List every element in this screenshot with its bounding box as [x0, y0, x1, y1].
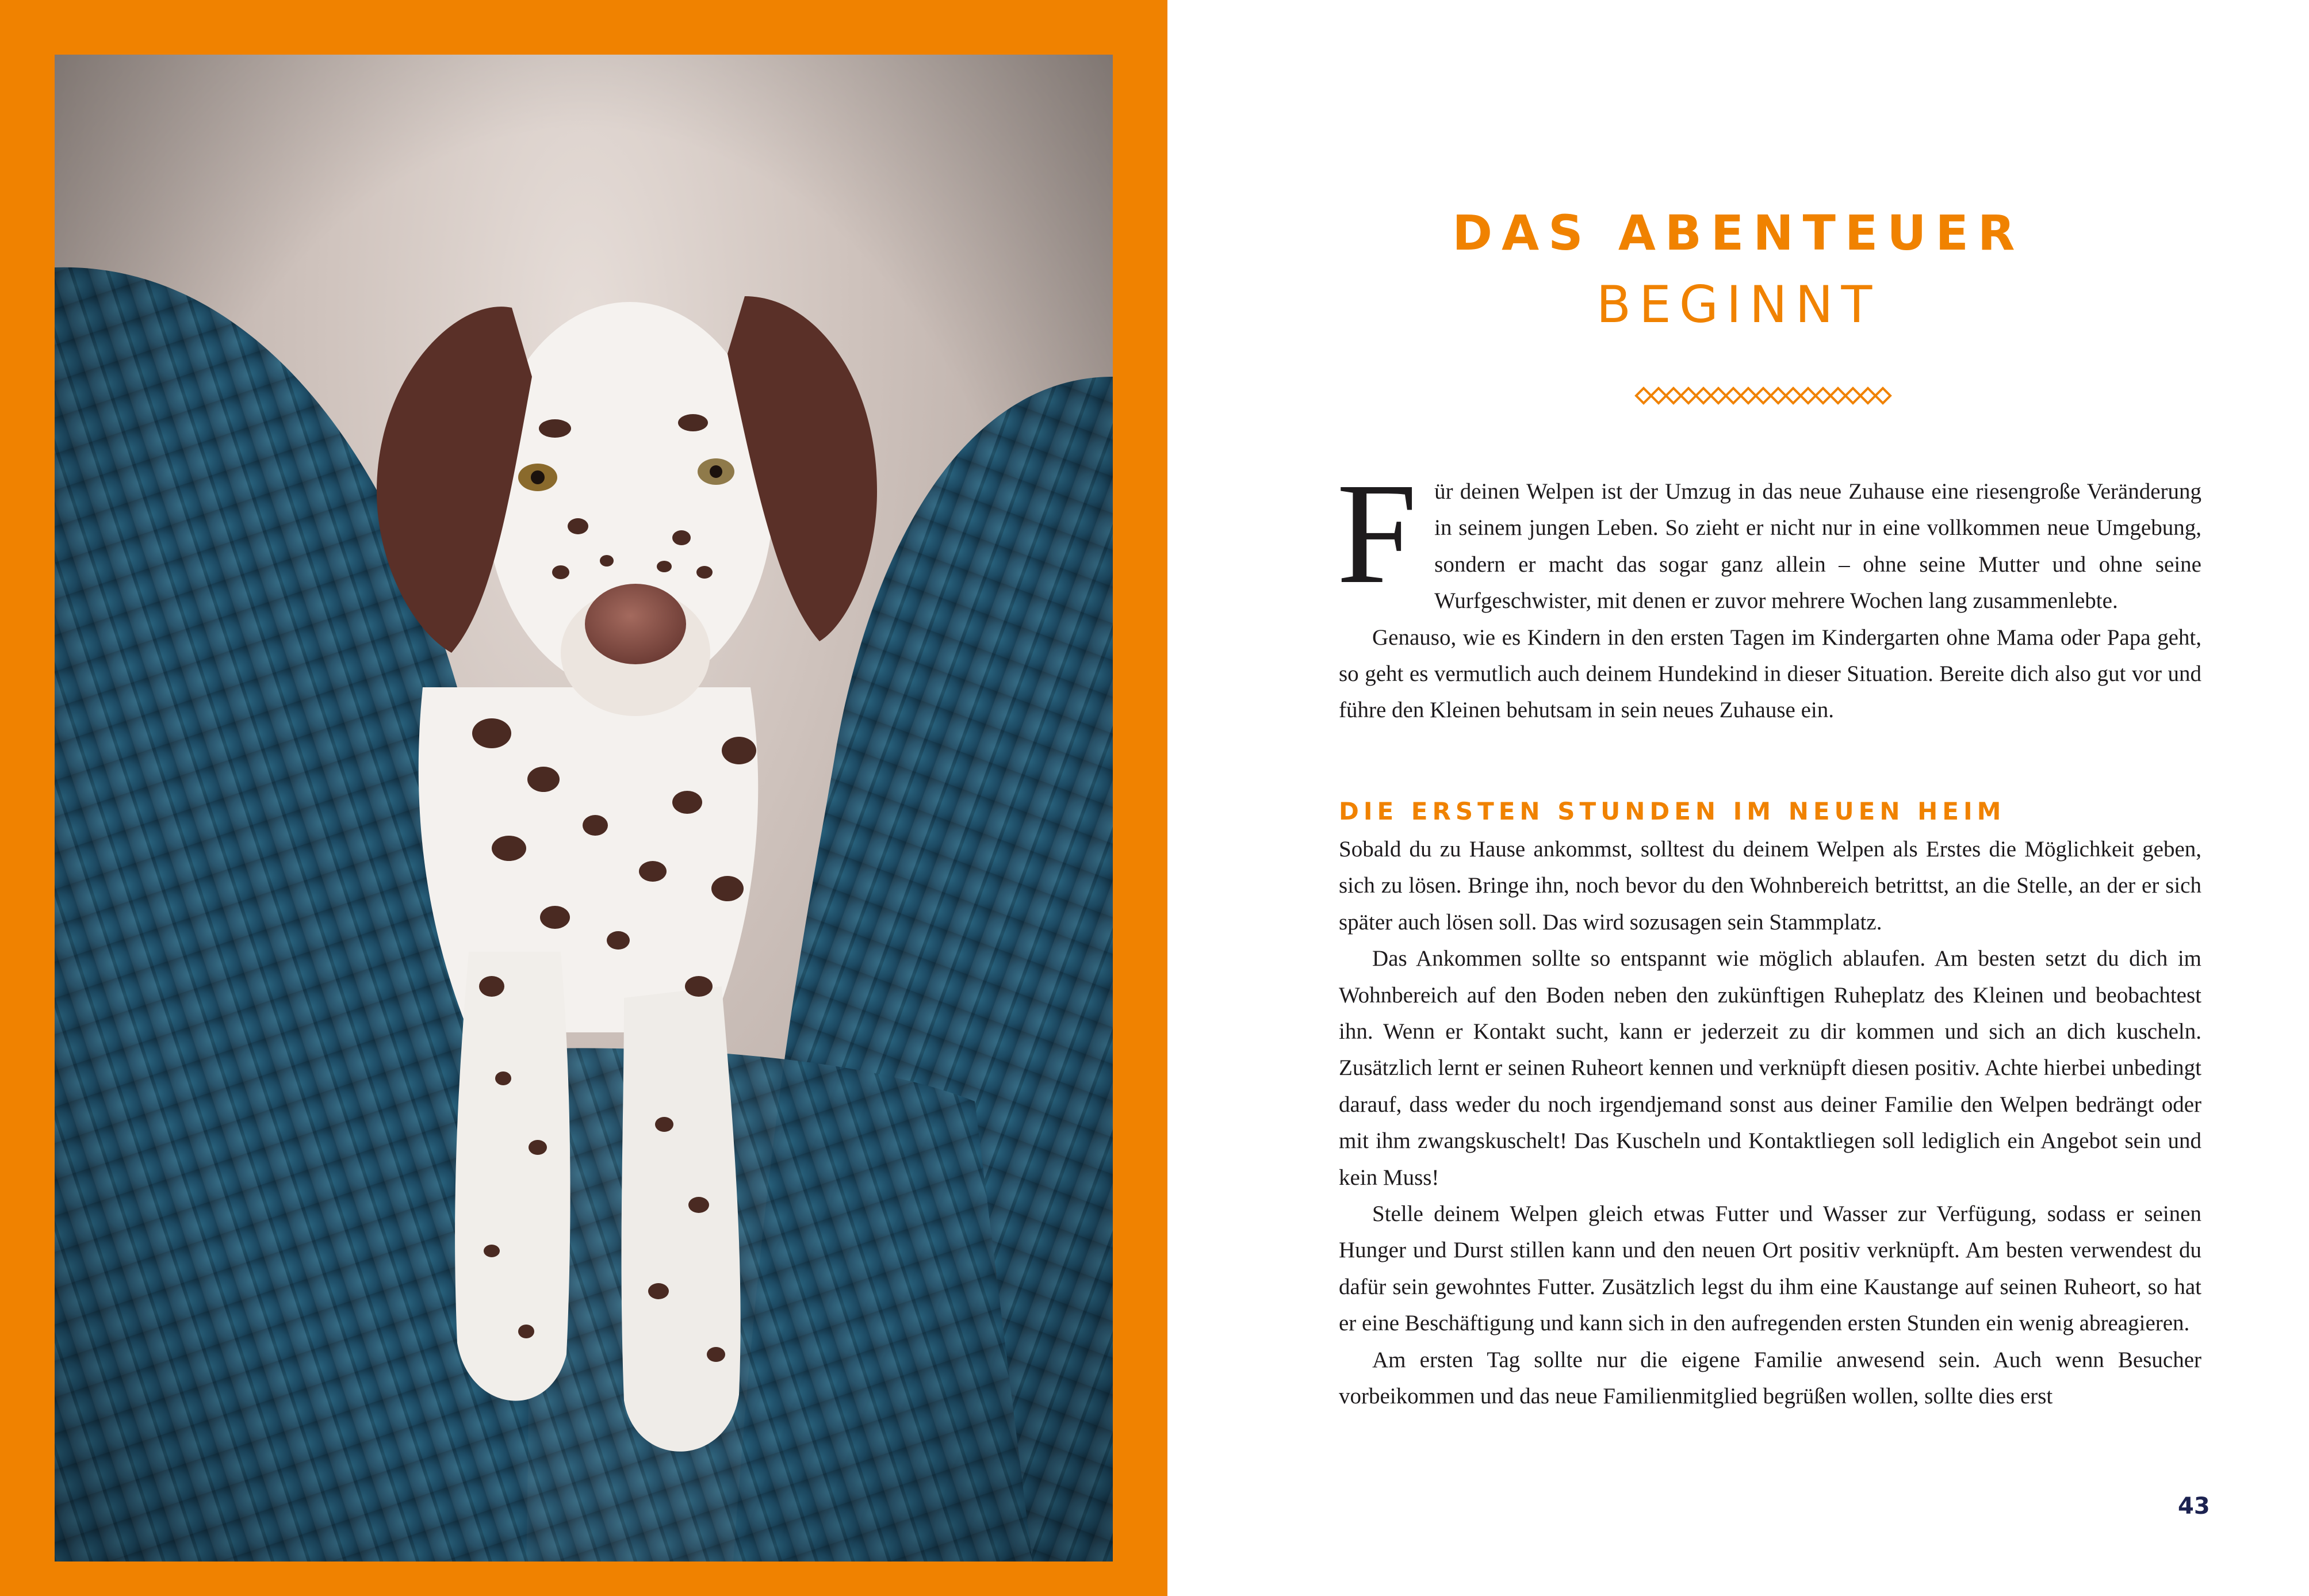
section-paragraph-4: Am ersten Tag sollte nur die eigene Familie anwesend sein. Auch wenn Besucher vorbeikommen und das neue Familienmitglied begrüßen wollen, sollte dies erst: [1339, 1347, 2201, 1409]
section-paragraph-2: Das Ankommen sollte so entspannt wie möglich ablaufen. Am besten setzt du dich im Wohnbereich auf den Boden neben den zukünftigen Ruheplatz des Kleinen und beobachtest ihn. Wenn er Kontakt sucht, kann er jederzeit zu dir kommen und sich an dich kuscheln. Zusätzlich lernt er seinen Ruheort kennen und verknüpft diesen positiv. Achte hierbei unbedingt darauf, dass weder du noch irgendjemand sonst aus deiner Familie den Welpen bedrängt oder mit ihm zwangskuschelt! Das Kuscheln und Kontaktliegen soll lediglich ein Angebot sein und kein Muss!: [1339, 946, 2201, 1190]
drop-cap: F: [1337, 453, 1418, 614]
section-paragraph-1: Sobald du zu Hause ankommst, solltest du deinem Welpen als Erstes die Möglichkeit geben, sich zu lösen. Bringe ihn, noch bevor du den Wohnbereich betrittst, an die Stelle, an der er sich später auch lösen soll. Das wird sozusagen sein Stammplatz.: [1339, 837, 2201, 935]
intro-paragraph-1: [1337, 453, 2201, 619]
section-text: [1339, 831, 2201, 1415]
intro-text: [1337, 453, 2201, 729]
section-paragraph-3: Stelle deinem Welpen gleich etwas Futter und Wasser zur Verfügung, sodass er seinen Hunger und Durst stillen kann und den neuen Ort positiv verknüpft. Am besten verwendest du dafür sein gewohntes Futter. Zusätzlich legst du ihm eine Kaustange auf seinen Ruheort, so hat er eine Beschäftigung und kann sich in den aufregenden ersten Stunden ein wenig abreagieren.: [1339, 1201, 2201, 1336]
section-heading: DIE ERSTEN STUNDEN IM NEUEN HEIM: [1339, 797, 2006, 825]
page-number: 43: [2178, 1493, 2210, 1520]
intro-paragraph-2: Genauso, wie es Kindern in den ersten Tagen im Kindergarten ohne Mama oder Papa geht, so geht es vermutlich auch deinem Hundekind in dieser Situation. Bereite dich also gut vor und führe den Kleinen behutsam in sein neues Zuhause ein.: [1339, 625, 2201, 723]
right-page: [1167, 0, 2309, 1596]
dalmatian-puppy-photo: [55, 55, 1113, 1561]
chapter-title-line-1: DAS ABENTEUER: [1452, 205, 2024, 261]
intro-paragraph-1-text: ür deinen Welpen ist der Umzug in das neue Zuhause eine riesengroße Veränderung in seinem jungen Leben. So zieht er nicht nur in eine vollkommen neue Umgebung, sondern er macht das sogar ganz allein – ohne seine Mutter und ohne seine Wurfgeschwister, mit denen er zuvor mehrere Wochen lang zusammenlebte.: [1434, 479, 2201, 614]
diamond-ornament-icon: [1634, 385, 1893, 406]
chapter-title-line-2: BEGINNT: [1596, 275, 1881, 334]
